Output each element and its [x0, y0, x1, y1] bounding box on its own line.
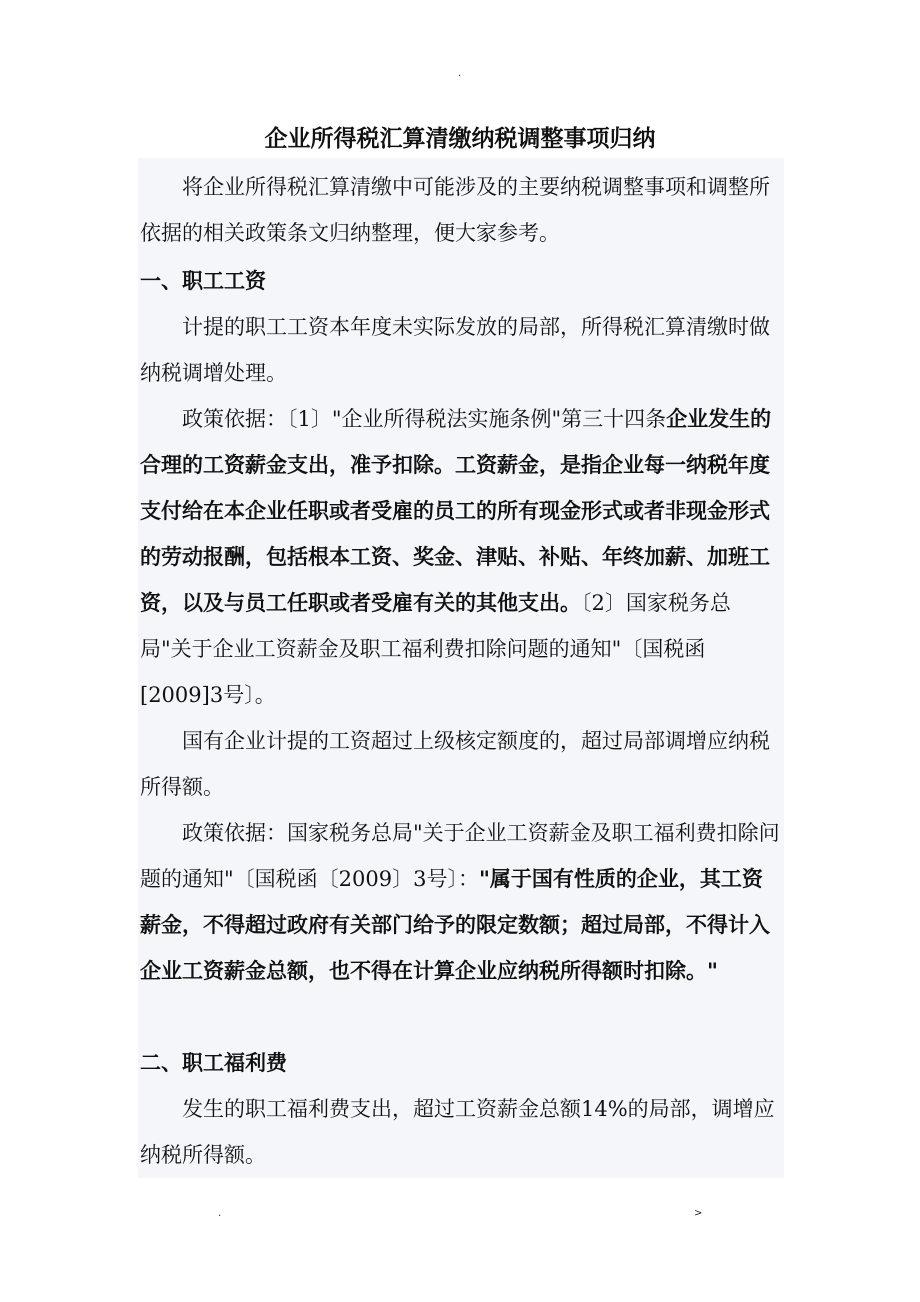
page-header-dot: . — [458, 68, 462, 79]
document-title: 企业所得税汇算清缴纳税调整事项归纳 — [264, 126, 656, 152]
policy-basis-text: 政策依据：〔1〕"企业所得税法实施条例"第三十四条 — [182, 407, 667, 431]
section-heading-wages: 一、职工工资 — [140, 269, 266, 293]
footer-right-mark: > — [694, 1208, 703, 1219]
intro-paragraph: 将企业所得税汇算清缴中可能涉及的主要纳税调整事项和调整所依据的相关政策条文归纳整理，便大家参考。 — [140, 175, 770, 245]
policy-basis-text-2: 政策依据：国家税务总局"关于企业工资薪金及职工福利费扣除问题的通知"〔国税函〔2009〕3号〕： — [140, 821, 780, 891]
policy-quote-bold: 企业发生的合理的工资薪金支出，准予扣除。工资薪金，是指企业每一纳税年度支付给在本企业任职或者受雇的员工的所有现金形式或者非现金形式的劳动报酬，包括根本工资、奖金、津贴、补贴、年终加薪、加班工资，以及与员工任职或者受雇有关的其他支出。 — [140, 407, 772, 615]
wages-policy-paragraph-1 — [140, 396, 780, 718]
wages-paragraph-2: 国有企业计提的工资超过上级核定额度的，超过局部调增应纳税所得额。 — [140, 729, 770, 799]
policy-notice-text: 〔2〕国家税务总局"关于企业工资薪金及职工福利费扣除问题的通知"〔国税函[2009]3号〕。 — [140, 591, 731, 707]
section-heading-welfare: 二、职工福利费 — [140, 1051, 287, 1075]
wages-policy-paragraph-2 — [140, 810, 780, 994]
wages-paragraph-1: 计提的职工工资本年度未实际发放的局部，所得税汇算清缴时做纳税调增处理。 — [140, 315, 770, 385]
document-body — [138, 158, 784, 1178]
welfare-paragraph-1: 发生的职工福利费支出，超过工资薪金总额14%的局部，调增应纳税所得额。 — [140, 1097, 775, 1167]
footer-left-mark: . — [218, 1208, 222, 1219]
policy-quote-bold-2: "属于国有性质的企业，其工资薪金，不得超过政府有关部门给予的限定数额；超过局部，不得计入企业工资薪金总额，也不得在计算企业应纳税所得额时扣除。" — [140, 867, 770, 983]
